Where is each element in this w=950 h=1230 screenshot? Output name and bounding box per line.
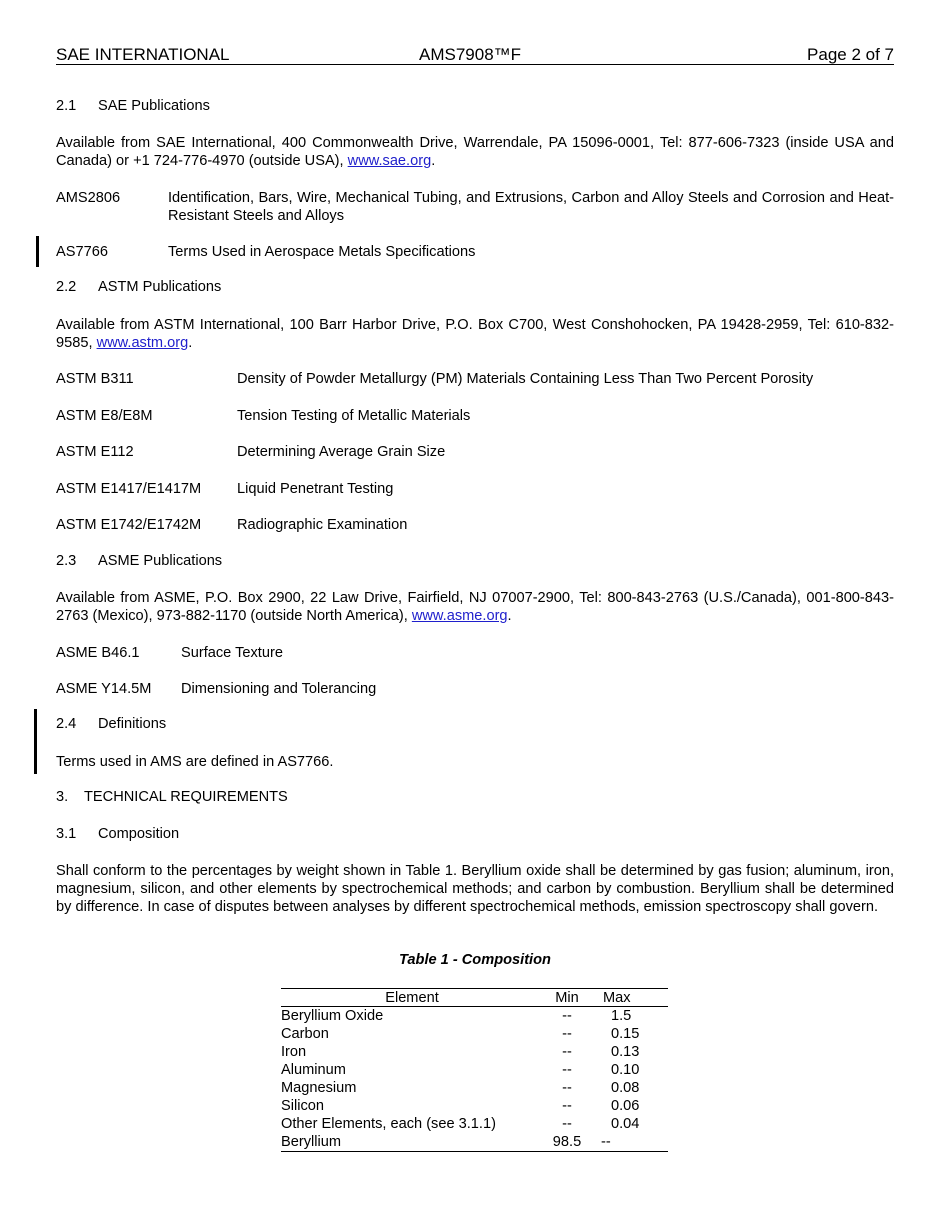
cell-min: -- bbox=[562, 1080, 572, 1096]
cell-min: -- bbox=[562, 1044, 572, 1060]
reference-description: Liquid Penetrant Testing bbox=[237, 481, 394, 497]
table-row bbox=[281, 1061, 668, 1079]
table-row bbox=[281, 1025, 668, 1043]
reference-item bbox=[56, 189, 894, 225]
reference-description: Dimensioning and Tolerancing bbox=[181, 681, 377, 697]
section-title: Definitions bbox=[98, 716, 167, 732]
section-title: SAE Publications bbox=[98, 98, 210, 114]
cell-element: Beryllium Oxide bbox=[281, 1008, 384, 1024]
cell-min: 98.5 bbox=[543, 1133, 591, 1152]
section-number: 2.2 bbox=[56, 279, 77, 295]
reference-item bbox=[56, 370, 894, 388]
reference-description: Identification, Bars, Wire, Mechanical Tubing, and Extrusions, Carbon and Alloy Steels and Corrosion and Heat-Resistant Steels and Alloys bbox=[168, 190, 894, 224]
reference-code: AMS2806 bbox=[56, 190, 121, 206]
cell-min: -- bbox=[562, 1098, 572, 1114]
reference-item bbox=[56, 243, 894, 261]
cell-min: -- bbox=[562, 1116, 572, 1132]
reference-item bbox=[56, 407, 894, 425]
table-caption: Table 1 - Composition bbox=[399, 952, 551, 968]
cell-element: Other Elements, each (see 3.1.1) bbox=[281, 1116, 496, 1132]
reference-item bbox=[56, 516, 894, 534]
cell-element: Carbon bbox=[281, 1026, 329, 1042]
table-row bbox=[281, 1079, 668, 1097]
section-2-3-heading bbox=[56, 553, 222, 569]
section-title: Composition bbox=[98, 826, 180, 842]
cell-element: Magnesium bbox=[281, 1080, 357, 1096]
reference-description: Determining Average Grain Size bbox=[237, 444, 446, 460]
table-row bbox=[281, 1133, 668, 1152]
cell-element: Iron bbox=[281, 1044, 307, 1060]
reference-description: Tension Testing of Metallic Materials bbox=[237, 408, 471, 424]
cell-max: 1.5 bbox=[611, 1008, 632, 1024]
astm-website-link[interactable]: www.astm.org bbox=[96, 335, 189, 351]
revision-bar bbox=[34, 709, 37, 774]
asme-availability-text: Available from ASME, P.O. Box 2900, 22 Law Drive, Fairfield, NJ 07007-2900, Tel: 800-843-2763 (U.S./Canada), 001-800-843-2763 (Mexico), 973-882-1170 (outside North America), bbox=[56, 590, 894, 624]
column-header-min: Min bbox=[543, 989, 591, 1007]
cell-max: 0.13 bbox=[611, 1044, 640, 1060]
section-2-1-heading bbox=[56, 98, 210, 114]
table-row bbox=[281, 1115, 668, 1133]
reference-code: ASTM E1742/E1742M bbox=[56, 517, 202, 533]
table-row bbox=[281, 1007, 668, 1026]
astm-availability-text: Available from ASTM International, 100 Barr Harbor Drive, P.O. Box C700, West Conshohocken, PA 19428-2959, Tel: 610-832-9585, bbox=[56, 317, 894, 351]
reference-code: ASME B46.1 bbox=[56, 645, 140, 661]
section-number: 3.1 bbox=[56, 826, 77, 842]
column-header-max: Max bbox=[591, 989, 668, 1007]
header-rule bbox=[56, 64, 894, 65]
section-number: 2.3 bbox=[56, 553, 77, 569]
cell-min: -- bbox=[562, 1062, 572, 1078]
reference-description: Radiographic Examination bbox=[237, 517, 408, 533]
reference-description: Density of Powder Metallurgy (PM) Materials Containing Less Than Two Percent Porosity bbox=[237, 371, 814, 387]
section-title: ASME Publications bbox=[98, 553, 223, 569]
definitions-paragraph: Terms used in AMS are defined in AS7766. bbox=[56, 754, 334, 770]
composition-table bbox=[281, 988, 668, 1152]
reference-description: Surface Texture bbox=[181, 645, 283, 661]
astm-availability-paragraph: Available from ASTM International, 100 Barr Harbor Drive, P.O. Box C700, West Conshohocken, PA 19428-2959, Tel: 610-832-9585, www.astm.org. bbox=[56, 317, 894, 351]
cell-element: Aluminum bbox=[281, 1062, 346, 1078]
cell-max: 0.10 bbox=[611, 1062, 640, 1078]
column-header-element: Element bbox=[281, 989, 543, 1007]
reference-item bbox=[56, 680, 894, 698]
reference-description: Terms Used in Aerospace Metals Specifications bbox=[168, 244, 476, 260]
composition-paragraph: Shall conform to the percentages by weight shown in Table 1. Beryllium oxide shall be determined by gas fusion; aluminum, iron, magnesium, silicon, and other elements by spectrochemical methods; and carbon by combustion. Beryllium shall be determined by difference. In case of disputes between analyses by different spectrochemical methods, emission spectroscopy shall govern. bbox=[56, 863, 894, 915]
reference-item bbox=[56, 443, 894, 461]
table-header-row bbox=[281, 989, 668, 1007]
section-2-2-heading bbox=[56, 279, 221, 295]
reference-code: ASME Y14.5M bbox=[56, 681, 152, 697]
sae-website-link[interactable]: www.sae.org bbox=[347, 153, 432, 169]
reference-code: ASTM B311 bbox=[56, 371, 134, 387]
section-2-4-heading bbox=[56, 716, 166, 732]
cell-max: 0.08 bbox=[611, 1080, 640, 1096]
cell-max: 0.15 bbox=[611, 1026, 640, 1042]
cell-max: 0.04 bbox=[611, 1116, 640, 1132]
section-title: ASTM Publications bbox=[98, 279, 222, 295]
table-row bbox=[281, 1043, 668, 1061]
reference-code: ASTM E112 bbox=[56, 444, 134, 460]
header-page-number: Page 2 of 7 bbox=[807, 45, 894, 64]
reference-item bbox=[56, 644, 894, 662]
reference-code: ASTM E8/E8M bbox=[56, 408, 153, 424]
header-document-id: AMS7908™F bbox=[419, 45, 522, 64]
cell-element: Beryllium bbox=[281, 1133, 543, 1152]
section-3-heading bbox=[56, 789, 288, 805]
revision-bar bbox=[36, 236, 39, 267]
section-title: TECHNICAL REQUIREMENTS bbox=[84, 789, 288, 805]
section-number: 2.1 bbox=[56, 98, 77, 114]
cell-max: 0.06 bbox=[611, 1098, 640, 1114]
asme-availability-paragraph: Available from ASME, P.O. Box 2900, 22 Law Drive, Fairfield, NJ 07007-2900, Tel: 800-843-2763 (U.S./Canada), 001-800-843-2763 (Mexico), 973-882-1170 (outside North America), www.asme.org. bbox=[56, 590, 894, 624]
reference-item bbox=[56, 480, 894, 498]
section-3-1-heading bbox=[56, 826, 179, 842]
header-left: SAE INTERNATIONAL bbox=[56, 45, 230, 64]
asme-website-link[interactable]: www.asme.org bbox=[411, 608, 508, 624]
sae-availability-paragraph: Available from SAE International, 400 Commonwealth Drive, Warrendale, PA 15096-0001, Tel: 877-606-7323 (inside USA and Canada) or +1 724-776-4970 (outside USA), www.sae.org. bbox=[56, 135, 894, 169]
cell-min: -- bbox=[562, 1026, 572, 1042]
sae-availability-text: Available from SAE International, 400 Commonwealth Drive, Warrendale, PA 15096-0001, Tel: 877-606-7323 (inside USA and Canada) or +1 724-776-4970 (outside USA), bbox=[56, 135, 894, 169]
section-number: 3. bbox=[56, 789, 69, 805]
cell-min: -- bbox=[562, 1008, 572, 1024]
cell-max: -- bbox=[591, 1133, 668, 1152]
table-row bbox=[281, 1097, 668, 1115]
cell-element: Silicon bbox=[281, 1098, 324, 1114]
reference-code: AS7766 bbox=[56, 244, 108, 260]
reference-code: ASTM E1417/E1417M bbox=[56, 481, 202, 497]
section-number: 2.4 bbox=[56, 716, 77, 732]
